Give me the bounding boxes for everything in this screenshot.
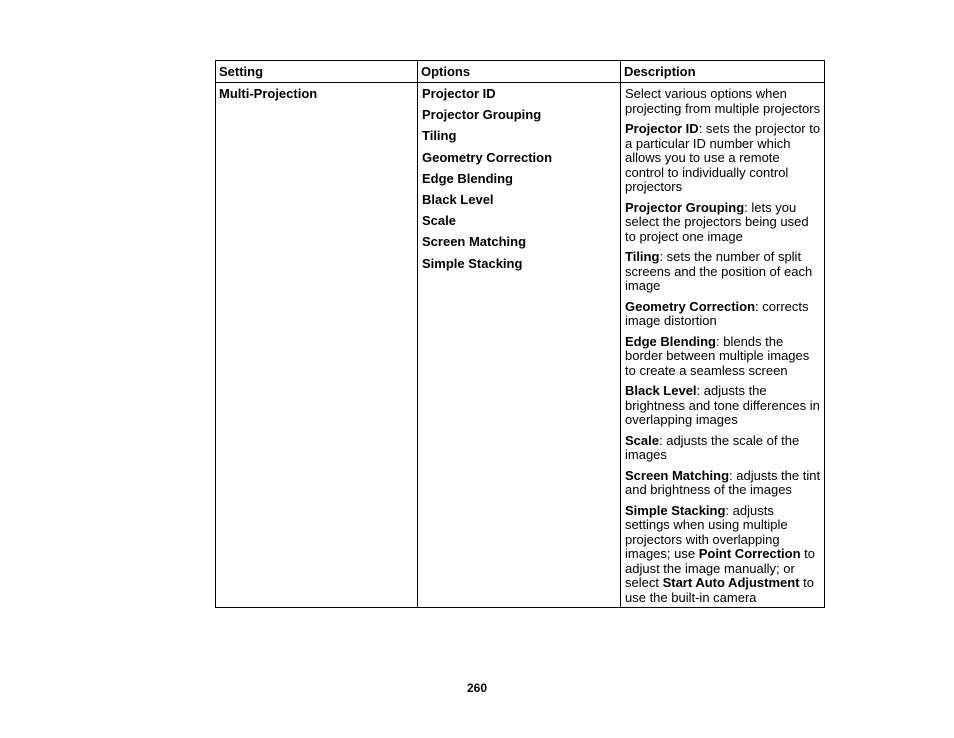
header-options: Options [418, 61, 621, 83]
description-cell [621, 83, 825, 608]
description-item: Geometry Correction: corrects image distortion [625, 298, 809, 328]
description-item: Screen Matching: adjusts the tint and brightness of the images [625, 467, 821, 497]
description-item: Scale: adjusts the scale of the images [625, 432, 800, 462]
description-item: Black Level: adjusts the brightness and tone differences in overlapping images [625, 383, 820, 427]
option-item: Black Level [422, 191, 494, 207]
description-item: Projector Grouping: lets you select the projectors being used to project one image [625, 199, 809, 244]
description-item: Tiling: sets the number of split screens and the position of each image [625, 249, 813, 293]
description-intro: Select various options when projecting from multiple projectors [625, 86, 821, 116]
header-description: Description [621, 61, 825, 83]
setting-name: Multi-Projection [216, 83, 418, 608]
option-item: Simple Stacking [422, 255, 523, 271]
option-item: Projector ID [422, 86, 496, 101]
table-header-row [216, 61, 825, 83]
description-item: Edge Blending: blends the border between multiple images to create a seamless screen [625, 333, 810, 378]
option-item: Geometry Correction [422, 149, 553, 165]
options-cell [418, 83, 621, 608]
option-item: Scale [422, 213, 456, 229]
header-setting: Setting [216, 61, 418, 83]
table-row [216, 83, 825, 608]
option-item: Projector Grouping [422, 107, 542, 123]
option-item: Edge Blending [422, 170, 513, 186]
settings-table [215, 60, 825, 608]
description-item-stacking: Simple Stacking: adjusts settings when using multiple projectors with overlapping images; use Point Correction to adjust the image manually; or select Start Auto Adjustment to use the built-in camera [625, 502, 816, 605]
option-item: Tiling [422, 128, 457, 144]
description-item: Projector ID: sets the projector to a particular ID number which allows you to use a remote control to individually control projectors [625, 121, 821, 194]
option-item: Screen Matching [422, 234, 527, 250]
page-number: 260 [466, 681, 488, 695]
